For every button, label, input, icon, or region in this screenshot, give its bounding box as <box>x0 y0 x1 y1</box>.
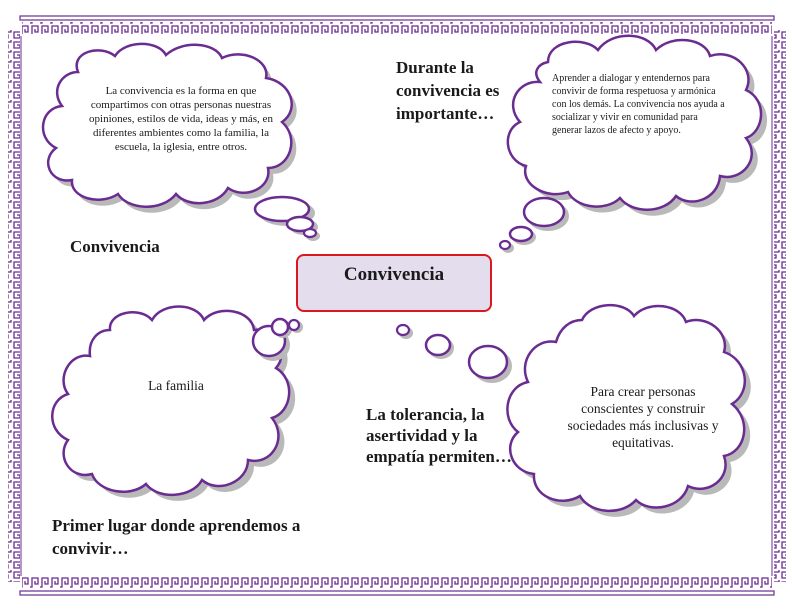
label-importance-heading: Durante la convivencia es importante… <box>396 58 500 123</box>
central-concept-title: Convivencia <box>343 264 445 285</box>
cloud-importance <box>500 36 767 253</box>
label-first-place: Primer lugar donde aprendemos a convivir… <box>52 516 301 558</box>
cloud-family <box>52 307 303 501</box>
definition-text: La convivencia es la forma en que compartimos con otras personas nuestras opiniones, estilos de vida, ideas y más, en diferentes ambientes como la familia, la escuela, la iglesia, entre otros. <box>89 85 273 153</box>
importance-text: Aprender a dialogar y entendernos para convivir de forma respetuosa y armónica con los demás. La convivencia nos ayuda a socializar y vivir en comunidad para generar lazos de afecto y apoyo. <box>552 73 725 136</box>
label-convivencia: Convivencia <box>70 237 160 256</box>
family-text: La familia <box>148 378 204 393</box>
central-concept-box <box>296 254 492 312</box>
label-values-heading: La tolerancia, la asertividad y la empatía permiten… <box>366 405 512 466</box>
purpose-text: Para crear personas conscientes y construir sociedades más inclusivas y equitativas. <box>567 384 719 450</box>
